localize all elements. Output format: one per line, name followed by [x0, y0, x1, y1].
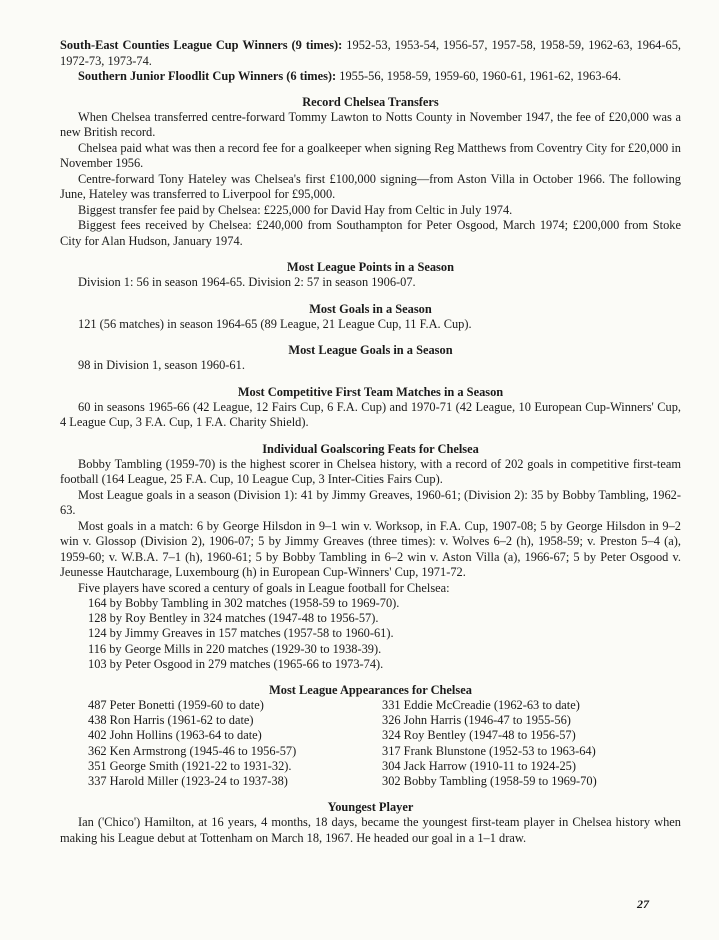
points-text: Division 1: 56 in season 1964-65. Division 2: 57 in season 1906-07. — [78, 275, 416, 289]
list-item: 324 Roy Bentley (1947-48 to 1956-57) — [382, 728, 576, 743]
southeast-cup-text: 1952-53, 1953-54, 1956-57, 1957-58, 1958-59, 1962-63, 1964-65, 1972-73, 1973-74. — [60, 38, 681, 68]
transfers-paragraph-3: Centre-forward Tony Hateley was Chelsea's first £100,000 signing—from Aston Villa in October 1966. The following June, Hateley was transferred to Liverpool for £95,000. — [60, 171, 681, 201]
feats-paragraph-3: Most goals in a match: 6 by George Hilsdon in 9–1 win v. Worksop, in F.A. Cup, 1907-08; 5 by George Hilsdon in 9–2 win v. Glossop (Division 2), 1906-07; 5 by Jimmy Greaves (three times): v. Wolves 6–2 (h), 1958-59; v. Preston 5–4 (a), 1959-60; v. W.B.A. 7–1 (h), 1960-61; 5 by Bobby Tambling in 6–2 win v. Aston Villa (a), 1966-67; 5 by Peter Osgood v. Jeunesse Hautcharage, Luxembourg (h) in European Cup-Winners' Cup, 1971-72. — [60, 518, 681, 579]
southeast-cup-paragraph — [60, 38, 681, 69]
list-item: 128 by Roy Bentley in 324 matches (1947-48 to 1956-57). — [88, 611, 379, 626]
junior-cup-text: 1955-56, 1958-59, 1959-60, 1960-61, 1961-62, 1963-64. — [336, 69, 622, 83]
transfers-paragraph-1: When Chelsea transferred centre-forward Tommy Lawton to Notts County in November 1947, the fee of £20,000 was a new British record. — [60, 109, 681, 139]
appearances-right-column — [382, 698, 597, 789]
appearances-section — [60, 683, 681, 789]
points-section — [60, 260, 681, 291]
feats-paragraph-2: Most League goals in a season (Division 1): 41 by Jimmy Greaves, 1960-61; (Division 2): 35 by Bobby Tambling, 1962-63. — [60, 487, 681, 517]
list-item: 317 Frank Blunstone (1952-53 to 1963-64) — [382, 743, 596, 758]
goals-text: 121 (56 matches) in season 1964-65 (89 League, 21 League Cup, 11 F.A. Cup). — [78, 316, 472, 331]
appearances-left-column — [88, 698, 382, 789]
list-item: 351 George Smith (1921-22 to 1931-32). — [88, 758, 292, 773]
youngest-section — [60, 800, 681, 846]
list-item: 103 by Peter Osgood in 279 matches (1965-66 to 1973-74). — [88, 656, 384, 671]
transfers-paragraph-2: Chelsea paid what was then a record fee for a goalkeeper when signing Reg Matthews from Coventry City for £20,000 in November 1956. — [60, 140, 681, 170]
junior-cup-label: Southern Junior Floodlit Cup Winners (6 times): — [78, 69, 337, 83]
page-number: 27 — [637, 897, 649, 911]
transfers-heading: Record Chelsea Transfers — [302, 94, 439, 109]
list-item: 331 Eddie McCreadie (1962-63 to date) — [382, 698, 580, 713]
list-item: 487 Peter Bonetti (1959-60 to date) — [88, 698, 264, 713]
cup-winners-section — [60, 38, 681, 85]
goals-heading: Most Goals in a Season — [309, 301, 432, 316]
junior-cup-paragraph — [60, 69, 681, 85]
list-item: 326 John Harris (1946-47 to 1955-56) — [382, 713, 571, 728]
matches-text: 60 in seasons 1965-66 (42 League, 12 Fairs Cup, 6 F.A. Cup) and 1970-71 (42 League, 10 European Cup-Winners' Cup, 4 League Cup, 3 F.A. Cup, 1 F.A. Charity Shield). — [60, 399, 681, 429]
appearances-heading: Most League Appearances for Chelsea — [269, 683, 472, 698]
matches-section — [60, 385, 681, 431]
league-goals-heading: Most League Goals in a Season — [288, 343, 453, 357]
list-item: 438 Ron Harris (1961-62 to date) — [88, 713, 254, 728]
list-item: 362 Ken Armstrong (1945-46 to 1956-57) — [88, 743, 297, 758]
league-goals-section — [60, 343, 681, 374]
feats-heading: Individual Goalscoring Feats for Chelsea — [262, 441, 479, 456]
points-heading: Most League Points in a Season — [287, 260, 454, 274]
youngest-heading: Youngest Player — [327, 800, 414, 815]
goals-section — [60, 302, 681, 333]
list-item: 116 by George Mills in 220 matches (1929-30 to 1938-39). — [88, 641, 382, 656]
league-goals-text: 98 in Division 1, season 1960-61. — [78, 358, 245, 372]
list-item: 304 Jack Harrow (1910-11 to 1924-25) — [382, 758, 576, 773]
list-item: 302 Bobby Tambling (1958-59 to 1969-70) — [382, 774, 597, 789]
appearances-columns — [88, 698, 681, 789]
feats-paragraph-1: Bobby Tambling (1959-70) is the highest scorer in Chelsea history, with a record of 202 goals in competitive first-team football (164 League, 25 F.A. Cup, 10 League Cup, 3 Inter-Cities Fairs Cup). — [60, 456, 681, 486]
century-scorers-list — [88, 596, 681, 672]
feats-paragraph-4: Five players have scored a century of goals in League football for Chelsea: — [78, 580, 450, 595]
transfers-paragraph-5: Biggest fees received by Chelsea: £240,000 from Southampton for Peter Osgood, March 1974; £200,000 from Stoke City for Alan Hudson, January 1974. — [60, 218, 681, 248]
list-item: 337 Harold Miller (1923-24 to 1937-38) — [88, 774, 288, 789]
list-item: 164 by Bobby Tambling in 302 matches (1958-59 to 1969-70). — [88, 596, 400, 610]
feats-section — [60, 442, 681, 673]
transfers-section — [60, 95, 681, 250]
matches-heading: Most Competitive First Team Matches in a Season — [237, 384, 504, 399]
transfers-paragraph-4: Biggest transfer fee paid by Chelsea: £225,000 for David Hay from Celtic in July 1974. — [78, 202, 513, 217]
page-content — [60, 38, 681, 846]
list-item: 402 John Hollins (1963-64 to date) — [88, 728, 262, 743]
list-item: 124 by Jimmy Greaves in 157 matches (1957-58 to 1960-61). — [88, 626, 394, 641]
southeast-cup-label: South-East Counties League Cup Winners (9 times): — [60, 38, 343, 52]
youngest-text: Ian ('Chico') Hamilton, at 16 years, 4 months, 18 days, became the youngest first-team player in Chelsea history when making his League debut at Tottenham on March 18, 1967. He headed our goal in a 1–1 draw. — [60, 815, 681, 845]
